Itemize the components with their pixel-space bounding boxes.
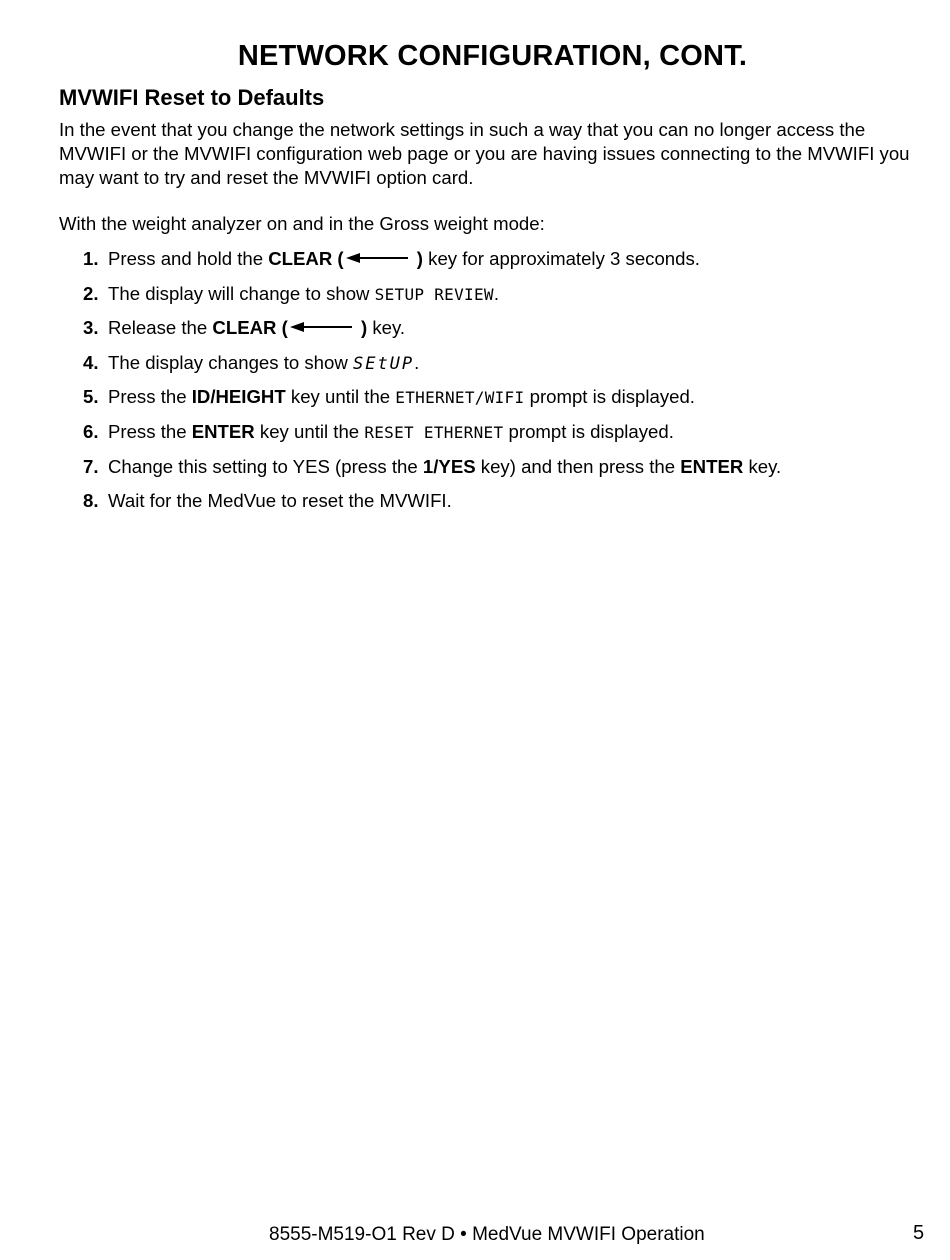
clear-key-label: CLEAR ( bbox=[212, 317, 288, 339]
page-number: 5 bbox=[913, 1222, 925, 1244]
step-text bbox=[108, 279, 499, 310]
step-text-post: key. bbox=[743, 455, 782, 477]
step-4 bbox=[83, 348, 933, 383]
step-text-mid: key) and then press the bbox=[475, 455, 681, 477]
step-6 bbox=[83, 417, 933, 452]
step-number: 1. bbox=[83, 248, 99, 269]
step-text bbox=[108, 313, 405, 343]
step-text: Wait for the MedVue to reset the MVWIFI. bbox=[108, 490, 452, 512]
step-text-pre: Release the bbox=[108, 317, 213, 339]
footer-text: 8555-M519-O1 Rev D • MedVue MVWIFI Operation bbox=[269, 1224, 705, 1245]
step-text-post: key for approximately 3 seconds. bbox=[422, 248, 700, 269]
display-readout: SEtUP bbox=[352, 353, 415, 374]
step-text-pre: Change this setting to YES (press the bbox=[108, 455, 423, 477]
lead-paragraph: With the weight analyzer on and in the Gross weight mode: bbox=[59, 213, 545, 234]
clear-key-close: ) bbox=[355, 317, 368, 339]
step-7 bbox=[83, 452, 933, 487]
step-8 bbox=[83, 486, 933, 521]
step-1 bbox=[83, 244, 933, 279]
step-text-mid: key until the bbox=[285, 386, 396, 408]
step-text-pre: Press and hold the bbox=[108, 248, 269, 269]
step-text bbox=[108, 244, 700, 274]
step-text-post: prompt is displayed. bbox=[503, 420, 674, 442]
yes-key-label: 1/YES bbox=[422, 455, 476, 477]
display-readout: RESET ETHERNET bbox=[364, 422, 504, 442]
step-text bbox=[108, 382, 695, 413]
step-number: 8. bbox=[83, 490, 99, 512]
step-text bbox=[108, 348, 419, 379]
step-text bbox=[108, 417, 674, 448]
intro-paragraph: In the event that you change the network settings in such a way that you can no longer access the MVWIFI or the MVWIFI configuration web page or you are having issues connecting to the MVWIFI you may want to try and reset the MVWIFI option card. bbox=[59, 119, 910, 188]
display-readout: SETUP REVIEW bbox=[374, 284, 494, 304]
step-text-post: . bbox=[414, 351, 420, 373]
step-3 bbox=[83, 313, 933, 348]
step-5 bbox=[83, 382, 933, 417]
step-number: 5. bbox=[83, 386, 99, 408]
step-number: 4. bbox=[83, 351, 99, 373]
step-text-pre: The display will change to show bbox=[108, 282, 375, 304]
step-text-mid: key until the bbox=[254, 420, 365, 442]
step-number: 2. bbox=[83, 282, 99, 304]
step-number: 6. bbox=[83, 420, 99, 442]
enter-key-label: ENTER bbox=[680, 455, 744, 477]
step-text-pre: Press the bbox=[108, 420, 192, 442]
steps-list bbox=[83, 244, 933, 521]
display-readout: ETHERNET/WIFI bbox=[395, 388, 525, 408]
left-arrow-icon bbox=[290, 321, 352, 333]
step-text-post: key. bbox=[367, 317, 406, 339]
left-arrow-icon bbox=[346, 252, 408, 264]
enter-key-label: ENTER bbox=[191, 420, 255, 442]
page-title: NETWORK CONFIGURATION, CONT. bbox=[237, 40, 748, 72]
step-text-post: . bbox=[493, 282, 500, 304]
id-height-key-label: ID/HEIGHT bbox=[191, 386, 286, 408]
step-number: 7. bbox=[83, 455, 99, 477]
step-number: 3. bbox=[83, 317, 99, 339]
step-2 bbox=[83, 279, 933, 314]
step-text-post: prompt is displayed. bbox=[524, 386, 695, 408]
clear-key-label: CLEAR ( bbox=[268, 248, 344, 269]
step-text bbox=[108, 452, 781, 482]
step-text-pre: Press the bbox=[108, 386, 192, 408]
step-text-pre: The display changes to show bbox=[108, 351, 353, 373]
clear-key-close: ) bbox=[411, 248, 423, 269]
section-heading: MVWIFI Reset to Defaults bbox=[59, 85, 325, 110]
